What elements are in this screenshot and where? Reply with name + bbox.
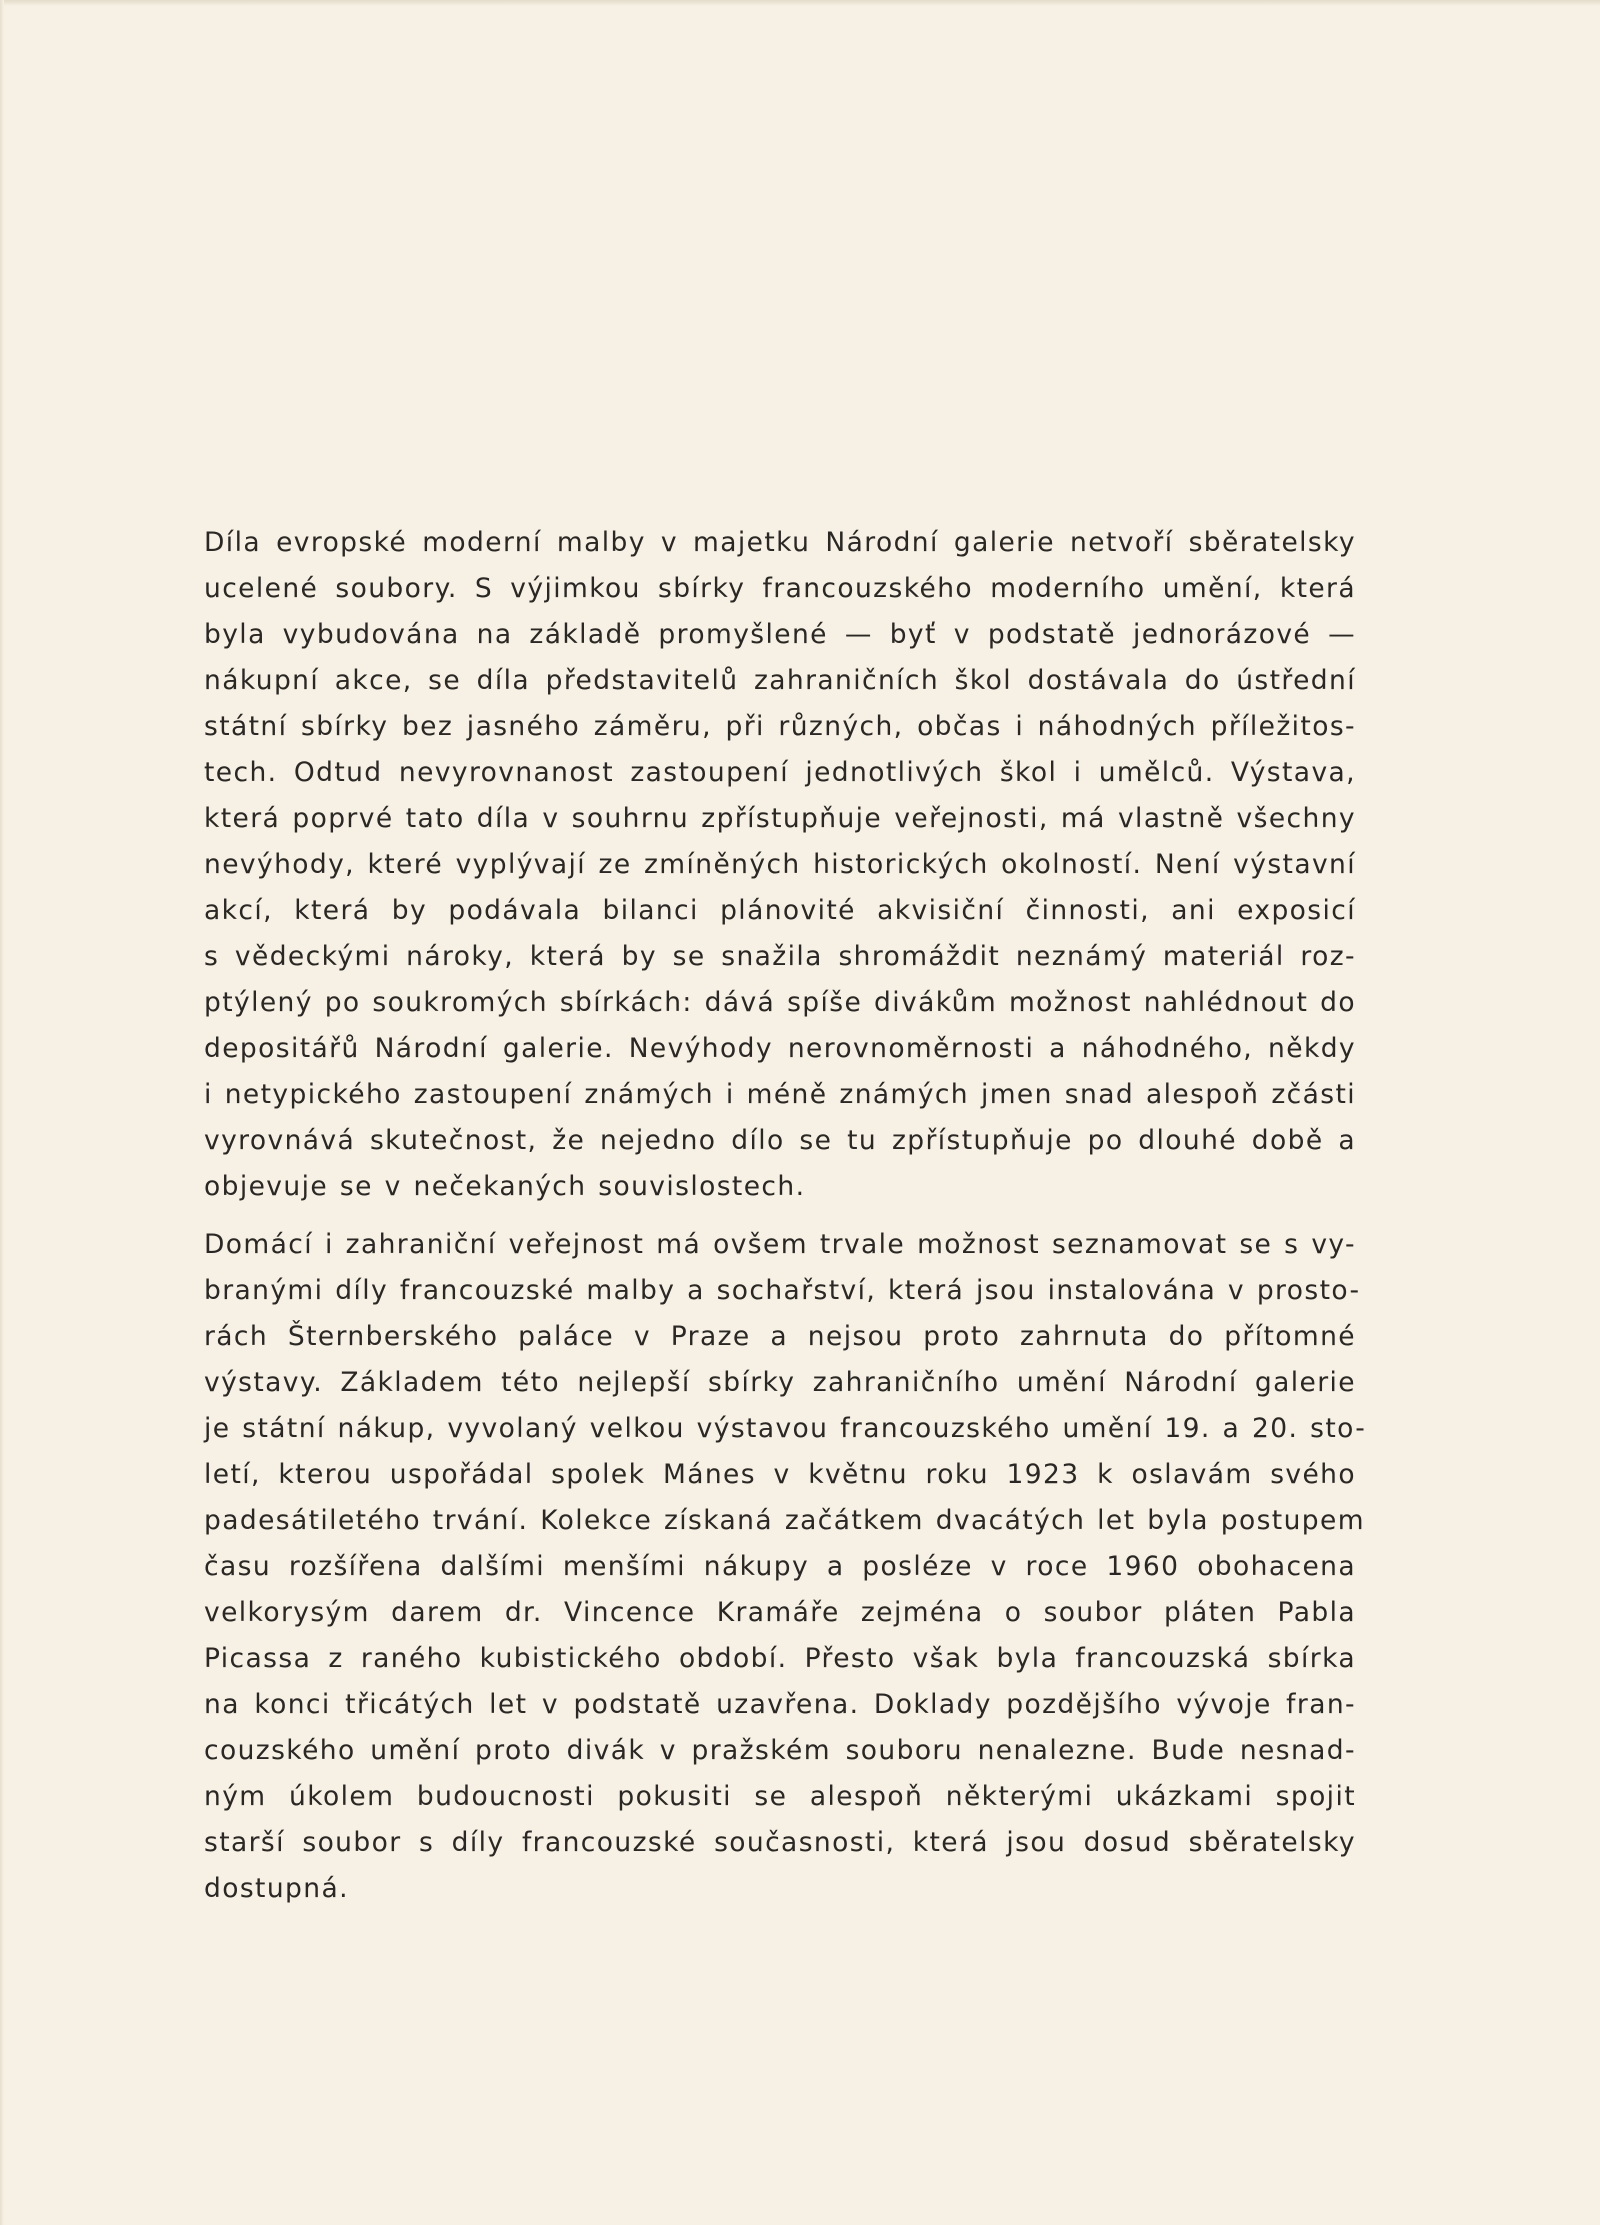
page-left-edge <box>0 0 4 2225</box>
text-line: na konci třicátých let v podstatě uzavřena. Doklady pozdějšího vývoje fran- <box>204 1689 1356 1720</box>
body-text <box>204 520 1367 1912</box>
text-line: branými díly francouzské malby a sochařství, která jsou instalována v prosto- <box>204 1275 1361 1306</box>
text-line: padesátiletého trvání. Kolekce získaná začátkem dvacátých let byla postupem <box>204 1505 1365 1536</box>
text-line: vyrovnává skutečnost, že nejedno dílo se tu zpřístupňuje po dlouhé době a <box>204 1125 1356 1156</box>
text-line: nevýhody, které vyplývají ze zmíněných historických okolností. Není výstavní <box>204 849 1356 880</box>
text-line: letí, kterou uspořádal spolek Mánes v květnu roku 1923 k oslavám svého <box>204 1459 1356 1490</box>
text-line: velkorysým darem dr. Vincence Kramáře zejména o soubor pláten Pabla <box>204 1597 1356 1628</box>
text-line: i netypického zastoupení známých i méně známých jmen snad alespoň zčásti <box>204 1079 1356 1110</box>
page-top-edge <box>0 0 1600 6</box>
text-line: Domácí i zahraniční veřejnost má ovšem trvale možnost seznamovat se s vy- <box>204 1229 1356 1260</box>
text-line: rách Šternberského paláce v Praze a nejsou proto zahrnuta do přítomné <box>204 1321 1356 1352</box>
text-line: tech. Odtud nevyrovnanost zastoupení jednotlivých škol i umělců. Výstava, <box>204 757 1356 788</box>
text-line: je státní nákup, vyvolaný velkou výstavou francouzského umění 19. a 20. sto- <box>204 1413 1367 1444</box>
text-line: státní sbírky bez jasného záměru, při různých, občas i náhodných příležitos- <box>204 711 1356 742</box>
text-line: výstavy. Základem této nejlepší sbírky zahraničního umění Národní galerie <box>204 1367 1356 1398</box>
paragraph-1 <box>204 520 1356 1210</box>
text-line: nákupní akce, se díla představitelů zahraničních škol dostávala do ústřední <box>204 665 1356 696</box>
text-line: s vědeckými nároky, která by se snažila shromáždit neznámý materiál roz- <box>204 941 1356 972</box>
text-line: couzského umění proto divák v pražském souboru nenalezne. Bude nesnad- <box>204 1735 1356 1766</box>
text-line: dostupná. <box>204 1873 349 1904</box>
text-line: byla vybudována na základě promyšlené — byť v podstatě jednorázové — <box>204 619 1356 650</box>
paragraph-2 <box>204 1222 1367 1912</box>
text-line: ucelené soubory. S výjimkou sbírky francouzského moderního umění, která <box>204 573 1356 604</box>
text-line: starší soubor s díly francouzské současnosti, která jsou dosud sběratelsky <box>204 1827 1356 1858</box>
text-line: která poprvé tato díla v souhrnu zpřístupňuje veřejnosti, má vlastně všechny <box>204 803 1356 834</box>
text-line: ným úkolem budoucnosti pokusiti se alespoň některými ukázkami spojit <box>204 1781 1356 1812</box>
text-line: akcí, která by podávala bilanci plánovité akvisiční činnosti, ani exposicí <box>204 895 1356 926</box>
text-line: ptýlený po soukromých sbírkách: dává spíše divákům možnost nahlédnout do <box>204 987 1356 1018</box>
text-line: objevuje se v nečekaných souvislostech. <box>204 1171 806 1202</box>
text-line: času rozšířena dalšími menšími nákupy a posléze v roce 1960 obohacena <box>204 1551 1356 1582</box>
text-line: Díla evropské moderní malby v majetku Národní galerie netvoří sběratelsky <box>204 527 1356 558</box>
text-line: Picassa z raného kubistického období. Přesto však byla francouzská sbírka <box>204 1643 1356 1674</box>
text-line: depositářů Národní galerie. Nevýhody nerovnoměrnosti a náhodného, někdy <box>204 1033 1356 1064</box>
